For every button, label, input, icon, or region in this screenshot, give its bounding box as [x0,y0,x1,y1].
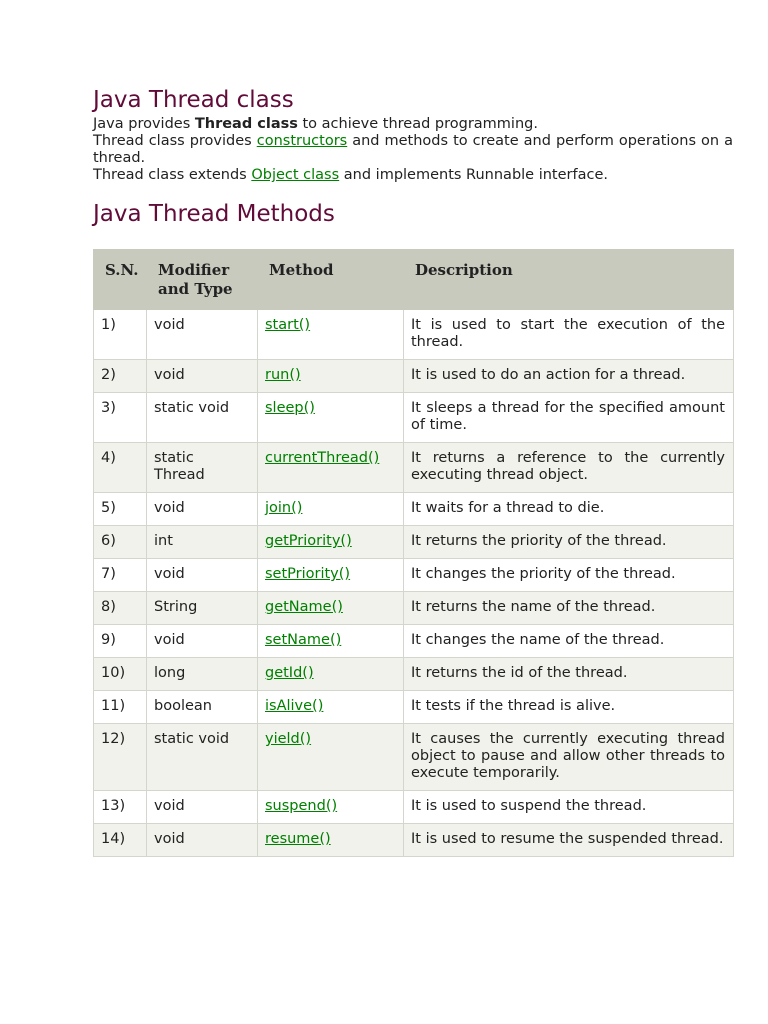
cell-method [258,443,404,493]
cell-sn: 13) [94,791,147,824]
method-link[interactable]: join() [265,500,303,516]
cell-description: It tests if the thread is alive. [404,691,734,724]
cell-description: It causes the currently executing thread object to pause and allow other threads to execute temporarily. [404,724,734,791]
cell-modifier-type: boolean [147,691,258,724]
method-link[interactable]: setName() [265,632,342,648]
header-sn: S.N. [94,250,147,310]
intro-text: Thread class extends [93,167,252,183]
cell-method [258,493,404,526]
cell-description: It is used to start the execution of the thread. [404,310,734,360]
method-link[interactable]: start() [265,317,311,333]
cell-sn: 10) [94,658,147,691]
method-link[interactable]: setPriority() [265,566,351,582]
cell-modifier-type: String [147,592,258,625]
cell-description: It returns the id of the thread. [404,658,734,691]
cell-sn: 1) [94,310,147,360]
table-row [94,691,734,724]
constructors-link[interactable]: constructors [256,133,348,149]
cell-modifier-type: void [147,791,258,824]
method-link[interactable]: resume() [265,831,331,847]
method-link[interactable]: suspend() [265,798,338,814]
cell-sn: 7) [94,559,147,592]
intro-text: Thread class provides [93,133,257,149]
method-link[interactable]: yield() [265,731,312,747]
cell-modifier-type: void [147,493,258,526]
cell-method [258,526,404,559]
table-row [94,443,734,493]
cell-method [258,393,404,443]
cell-modifier-type: static void [147,724,258,791]
cell-description: It sleeps a thread for the specified amount of time. [404,393,734,443]
table-row [94,824,734,857]
intro-text: and implements Runnable interface. [339,167,608,183]
table-row [94,310,734,360]
cell-description: It returns the name of the thread. [404,592,734,625]
page-title: Java Thread class [93,87,294,113]
object-class-link[interactable]: Object class [251,167,340,183]
thread-methods-table [93,249,734,857]
cell-modifier-type: void [147,360,258,393]
cell-method [258,625,404,658]
table-row [94,658,734,691]
cell-method [258,360,404,393]
table-row [94,526,734,559]
cell-description: It waits for a thread to die. [404,493,734,526]
cell-method [258,691,404,724]
cell-sn: 2) [94,360,147,393]
table-row [94,559,734,592]
cell-sn: 9) [94,625,147,658]
intro-paragraph-3 [93,167,733,184]
cell-sn: 8) [94,592,147,625]
cell-description: It is used to do an action for a thread. [404,360,734,393]
thread-class-bold: Thread class [194,116,298,132]
cell-method [258,724,404,791]
cell-sn: 12) [94,724,147,791]
cell-description: It returns the priority of the thread. [404,526,734,559]
cell-modifier-type: long [147,658,258,691]
cell-modifier-type: static void [147,393,258,443]
header-modifier-type: Modifier and Type [147,250,258,310]
cell-description: It changes the name of the thread. [404,625,734,658]
cell-modifier-type: void [147,310,258,360]
header-description: Description [404,250,734,310]
intro-text: Java provides [93,116,195,132]
cell-method [258,824,404,857]
cell-method [258,559,404,592]
table-row [94,493,734,526]
method-link[interactable]: run() [265,367,301,383]
cell-method [258,310,404,360]
table-row [94,625,734,658]
table-row [94,360,734,393]
intro-paragraph-1 [93,116,733,133]
table-row [94,724,734,791]
table-row [94,791,734,824]
cell-modifier-type: void [147,824,258,857]
method-link[interactable]: currentThread() [265,450,380,466]
method-link[interactable]: getId() [265,665,314,681]
cell-sn: 11) [94,691,147,724]
cell-modifier-type: void [147,625,258,658]
cell-method [258,791,404,824]
method-link[interactable]: isAlive() [265,698,324,714]
cell-method [258,658,404,691]
cell-sn: 6) [94,526,147,559]
section-title-methods: Java Thread Methods [93,201,335,227]
cell-description: It changes the priority of the thread. [404,559,734,592]
cell-sn: 4) [94,443,147,493]
table-row [94,393,734,443]
cell-method [258,592,404,625]
cell-description: It is used to suspend the thread. [404,791,734,824]
cell-sn: 14) [94,824,147,857]
document-page [93,84,733,857]
method-link[interactable]: getName() [265,599,343,615]
intro-text: and methods to create and perform operations on a thread. [93,133,733,166]
cell-modifier-type: int [147,526,258,559]
cell-sn: 5) [94,493,147,526]
cell-modifier-type: static Thread [147,443,258,493]
cell-modifier-type: void [147,559,258,592]
header-method: Method [258,250,404,310]
cell-sn: 3) [94,393,147,443]
table-header-row [94,250,734,310]
cell-description: It is used to resume the suspended thread. [404,824,734,857]
table-row [94,592,734,625]
intro-paragraph-2 [93,133,733,167]
cell-description: It returns a reference to the currently executing thread object. [404,443,734,493]
method-link[interactable]: sleep() [265,400,315,416]
intro-text: to achieve thread programming. [297,116,538,132]
method-link[interactable]: getPriority() [265,533,352,549]
